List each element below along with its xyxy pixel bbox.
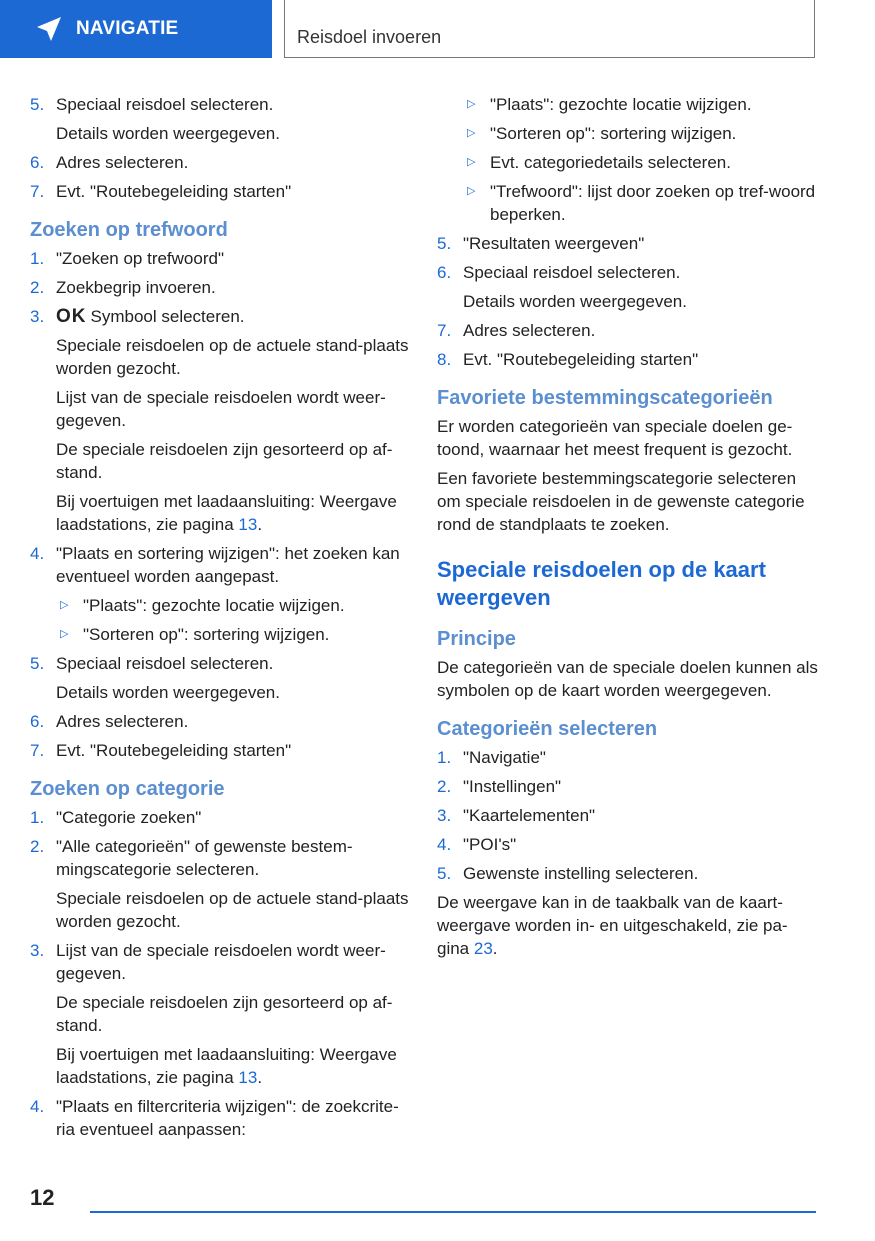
step-text: Speciaal reisdoel selecteren. xyxy=(56,95,274,114)
list-item xyxy=(437,833,819,856)
chapter-box xyxy=(284,0,815,58)
step-text: Evt. "Routebegeleiding starten" xyxy=(463,350,699,369)
step-number: 1. xyxy=(30,249,45,268)
list-item xyxy=(437,232,819,255)
list-item xyxy=(30,1095,410,1141)
list-item xyxy=(30,247,410,270)
heading-categorieen-selecteren: Categorieën selecteren xyxy=(437,718,658,740)
step-text: Speciaal reisdoel selecteren. xyxy=(463,263,681,282)
footer-divider xyxy=(90,1211,816,1213)
step-text: "Instellingen" xyxy=(463,777,562,796)
paragraph: Lijst van de speciale reisdoelen wordt weer-gegeven. xyxy=(56,388,386,430)
step-number: 6. xyxy=(30,712,45,731)
list-item xyxy=(30,151,410,174)
step-number: 8. xyxy=(437,350,452,369)
sub-list-item: ▷ "Trefwoord": lijst door zoeken op tref-woord beperken. xyxy=(467,182,816,224)
step-number: 4. xyxy=(437,835,452,854)
step-number: 2. xyxy=(30,278,45,297)
sub-list-item: ▷ Evt. categoriedetails selecteren. xyxy=(467,153,731,172)
triangle-bullet-icon: ▷ xyxy=(467,127,476,139)
step-number: 5. xyxy=(437,234,452,253)
list-item xyxy=(30,276,410,299)
list-item xyxy=(30,542,410,588)
list-item xyxy=(437,348,819,371)
triangle-bullet-icon: ▷ xyxy=(467,185,476,197)
paragraph: Er worden categorieën van speciale doelen ge-toond, waarnaar het meest frequent is gezocht. xyxy=(437,417,793,459)
step-text: "Zoeken op trefwoord" xyxy=(56,249,224,268)
list-item xyxy=(30,93,410,116)
paragraph: Speciale reisdoelen op de actuele stand-plaats worden gezocht. xyxy=(56,336,409,378)
page-link[interactable]: 13 xyxy=(238,1068,258,1087)
step-text: "Plaats en sortering wijzigen": het zoeken kan eventueel worden aangepast. xyxy=(56,544,400,586)
paragraph: De speciale reisdoelen zijn gesorteerd op af-stand. xyxy=(56,993,393,1035)
chapter-title: Reisdoel invoeren xyxy=(297,27,442,47)
sub-list-item: ▷ "Sorteren op": sortering wijzigen. xyxy=(60,625,330,644)
step-text: Gewenste instelling selecteren. xyxy=(463,864,699,883)
sub-list-item: ▷ "Plaats": gezochte locatie wijzigen. xyxy=(467,95,752,114)
triangle-bullet-icon: ▷ xyxy=(467,156,476,168)
sub-list-item: ▷ "Plaats": gezochte locatie wijzigen. xyxy=(60,596,345,615)
step-number: 5. xyxy=(30,654,45,673)
page-header xyxy=(0,0,875,60)
list-item xyxy=(437,319,819,342)
step-number: 5. xyxy=(437,864,452,883)
step-text: "Resultaten weergeven" xyxy=(463,234,645,253)
list-item xyxy=(30,710,410,733)
step-text: "Plaats en filtercriteria wijzigen": de zoekcrite-ria eventueel aanpassen: xyxy=(56,1097,399,1139)
paragraph: Een favoriete bestemmingscategorie selecteren om speciale reisdoelen in de gewenste categorie rond de standplaats te zoeken. xyxy=(437,469,805,534)
paragraph: Details worden weergegeven. xyxy=(56,124,280,143)
step-number: 3. xyxy=(437,806,452,825)
list-item xyxy=(30,939,410,985)
list-item xyxy=(437,261,819,284)
paragraph: De speciale reisdoelen zijn gesorteerd op af-stand. xyxy=(56,440,393,482)
section-title: NAVIGATIE xyxy=(76,18,179,39)
left-column xyxy=(30,93,410,1147)
list-item xyxy=(30,305,410,328)
list-item xyxy=(30,739,410,762)
sub-list-item: ▷ "Sorteren op": sortering wijzigen. xyxy=(467,124,737,143)
heading-principe: Principe xyxy=(437,628,516,650)
heading-zoeken-op-categorie: Zoeken op categorie xyxy=(30,778,225,800)
triangle-bullet-icon: ▷ xyxy=(467,98,476,110)
step-text: "Navigatie" xyxy=(463,748,546,767)
page-link[interactable]: 13 xyxy=(238,515,258,534)
heading-kaart-weergeven: Speciale reisdoelen op de kaart weergeven xyxy=(437,557,766,610)
list-item xyxy=(30,835,410,881)
list-item xyxy=(437,746,819,769)
navigation-arrow-icon xyxy=(34,14,64,44)
paragraph: Bij voertuigen met laadaansluiting: Weergave laadstations, zie pagina 13. xyxy=(56,492,397,534)
paragraph: Details worden weergegeven. xyxy=(463,292,687,311)
step-text: "POI's" xyxy=(463,835,517,854)
step-text: Adres selecteren. xyxy=(463,321,596,340)
step-number: 7. xyxy=(437,321,452,340)
step-number: 3. xyxy=(30,941,45,960)
ok-icon: OK xyxy=(56,306,87,327)
list-item xyxy=(437,804,819,827)
triangle-bullet-icon: ▷ xyxy=(60,628,69,640)
step-number: 3. xyxy=(30,307,45,326)
step-number: 4. xyxy=(30,1097,45,1116)
step-number: 2. xyxy=(30,837,45,856)
step-text: Symbool selecteren. xyxy=(90,307,245,326)
step-text: Evt. "Routebegeleiding starten" xyxy=(56,182,292,201)
step-text: "Alle categorieën" of gewenste bestem-mingscategorie selecteren. xyxy=(56,837,353,879)
step-number: 7. xyxy=(30,182,45,201)
step-text: Adres selecteren. xyxy=(56,712,189,731)
step-number: 2. xyxy=(437,777,452,796)
triangle-bullet-icon: ▷ xyxy=(60,599,69,611)
step-number: 5. xyxy=(30,95,45,114)
list-item xyxy=(437,862,819,885)
section-tab[interactable] xyxy=(0,0,272,58)
step-text: Speciaal reisdoel selecteren. xyxy=(56,654,274,673)
paragraph: De weergave kan in de taakbalk van de kaart-weergave worden in- en uitgeschakeld, zie pa-gina 23. xyxy=(437,893,788,958)
heading-favoriete-categorieen: Favoriete bestemmingscategorieën xyxy=(437,387,773,409)
paragraph: Bij voertuigen met laadaansluiting: Weergave laadstations, zie pagina 13. xyxy=(56,1045,397,1087)
step-number: 4. xyxy=(30,544,45,563)
list-item xyxy=(30,180,410,203)
step-text: "Kaartelementen" xyxy=(463,806,596,825)
heading-zoeken-op-trefwoord: Zoeken op trefwoord xyxy=(30,219,228,241)
step-number: 7. xyxy=(30,741,45,760)
step-text: Lijst van de speciale reisdoelen wordt weer-gegeven. xyxy=(56,941,386,983)
step-text: Adres selecteren. xyxy=(56,153,189,172)
paragraph: Details worden weergegeven. xyxy=(56,683,280,702)
step-number: 1. xyxy=(30,808,45,827)
step-text: "Categorie zoeken" xyxy=(56,808,202,827)
page-link[interactable]: 23 xyxy=(473,939,493,958)
step-text: Zoekbegrip invoeren. xyxy=(56,278,216,297)
step-number: 6. xyxy=(437,263,452,282)
step-text: Evt. "Routebegeleiding starten" xyxy=(56,741,292,760)
step-number: 1. xyxy=(437,748,452,767)
right-column xyxy=(437,93,819,966)
paragraph: Speciale reisdoelen op de actuele stand-plaats worden gezocht. xyxy=(56,889,409,931)
list-item xyxy=(30,806,410,829)
list-item xyxy=(437,775,819,798)
step-number: 6. xyxy=(30,153,45,172)
list-item xyxy=(30,652,410,675)
page-number: 12 xyxy=(30,1185,55,1210)
paragraph: De categorieën van de speciale doelen kunnen als symbolen op de kaart worden weergegeven. xyxy=(437,658,818,700)
